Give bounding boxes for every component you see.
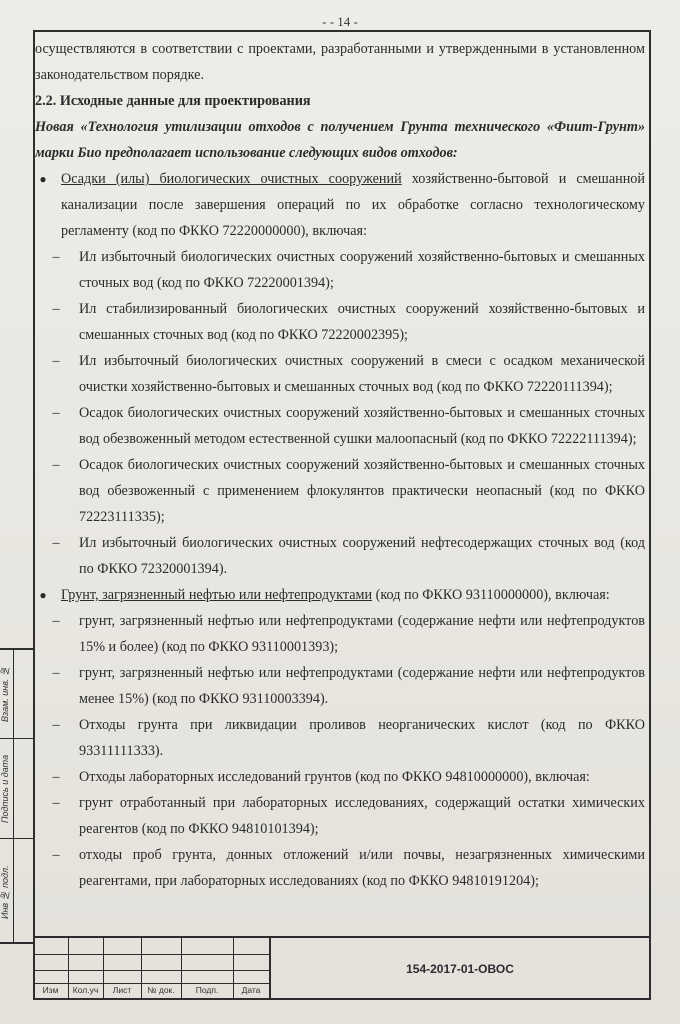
list-item-text: Ил избыточный биологических очистных сооружений в смеси с осадком механической очистки хозяйственно-бытовых и смешанных сточных вод (код по ФККО 72220111394); (79, 353, 645, 395)
dash-marker: – (52, 847, 60, 863)
dash-marker: – (52, 613, 60, 629)
column-header-sheet: Лист (112, 985, 132, 995)
dash-marker: – (52, 405, 60, 421)
side-label-signature-date: Подпись и дата (0, 754, 10, 824)
side-stamp-divider (0, 838, 33, 839)
side-label-inv-original: Инв № подл. (0, 865, 10, 919)
title-block-row (33, 954, 269, 955)
list-item (35, 608, 645, 660)
dash-marker: – (52, 665, 60, 681)
list-item-text: Осадок биологических очистных сооружений хозяйственно-бытовых и смешанных сточных вод обезвоженный методом естественной сушки малоопасный (код по ФККО 72222111394); (79, 405, 645, 447)
list-item (35, 764, 645, 790)
title-block-row (33, 983, 269, 984)
page-number: - - 14 - (322, 14, 358, 29)
list-item-text: Осадок биологических очистных сооружений хозяйственно-бытовых и смешанных сточных вод обезвоженный с применением флокулянтов практически неопасный (код по ФККО 72223111335); (79, 457, 645, 525)
intro-paragraph: Новая «Технология утилизации отходов с получением Грунта технического «Фиит-Грунт» марки Био предполагает использование следующих видов отходов: (35, 119, 645, 161)
column-header-doc-no: № док. (147, 985, 175, 995)
bullet-text: (код по ФККО 93110000000), включая: (372, 587, 610, 603)
dash-marker: – (52, 301, 60, 317)
list-item-text: Отходы лабораторных исследований грунтов (код по ФККО 94810000000), включая: (79, 769, 590, 785)
list-item-text: Ил избыточный биологических очистных сооружений нефтесодержащих сточных вод (код по ФККО 72320001394). (79, 535, 645, 577)
dash-marker: – (52, 769, 60, 785)
list-item (35, 790, 645, 842)
column-header-change: Изм (42, 985, 59, 995)
list-item-text: грунт, загрязненный нефтью или нефтепродуктами (содержание нефти или нефтепродуктов 15% и более) (код по ФККО 93110001393); (79, 613, 645, 655)
list-item-text: грунт, загрязненный нефтью или нефтепродуктами (содержание нефти или нефтепродуктов менее 15%) (код по ФККО 93110003394). (79, 665, 645, 707)
column-header-signature: Подп. (195, 985, 219, 995)
list-item-text: Ил избыточный биологических очистных сооружений хозяйственно-бытовых и смешанных сточных вод (код по ФККО 72220001394); (79, 249, 645, 291)
list-item (35, 400, 645, 452)
list-item (35, 296, 645, 348)
bullet-text: хозяйственно-бытовой и смешанной канализации после завершения операций по их обработке согласно технологическому регламенту (код по ФККО 72220000000), включая: (61, 171, 645, 239)
list-item-bullet (35, 582, 645, 608)
list-item-text: отходы проб грунта, донных отложений и/или почвы, незагрязненных химическими реагентами, при лабораторных исследованиях (код по ФККО 94810191204); (79, 847, 645, 889)
list-item-text: грунт отработанный при лабораторных исследованиях, содержащий остатки химических реагентов (код по ФККО 94810101394); (79, 795, 645, 837)
list-item (35, 452, 645, 530)
title-block (33, 936, 651, 1000)
bullet-underlined-term: Грунт, загрязненный нефтью или нефтепродуктами (61, 587, 373, 603)
side-stamp-divider (0, 738, 33, 739)
section-heading: 2.2. Исходные данные для проектирования (35, 93, 311, 109)
list-item-text: Ил стабилизированный биологических очистных сооружений хозяйственно-бытовых и смешанных сточных вод (код по ФККО 72220002395); (79, 301, 645, 343)
title-block-row (33, 970, 269, 971)
column-header-count: Кол.уч (72, 985, 99, 995)
bullet-underlined-term: Осадки (илы) биологических очистных сооружений (61, 171, 402, 187)
document-body (35, 36, 645, 894)
dash-marker: – (52, 795, 60, 811)
list-item (35, 244, 645, 296)
dash-marker: – (52, 457, 60, 473)
dash-marker: – (52, 353, 60, 369)
paragraph-continued: осуществляются в соответствии с проектами, разработанными и утвержденными в установленном законодательством порядке. (35, 41, 645, 83)
list-item-text: Отходы грунта при ликвидации проливов неорганических кислот (код по ФККО 93311111333). (79, 717, 645, 759)
list-item (35, 712, 645, 764)
bullet-icon: ● (39, 588, 47, 602)
document-code: 154-2017-01-ОВОС (406, 962, 514, 976)
side-label-replace-inv: Взам. инв. № (0, 666, 10, 722)
bullet-icon: ● (39, 172, 47, 186)
list-item (35, 348, 645, 400)
list-item (35, 660, 645, 712)
dash-marker: – (52, 535, 60, 551)
dash-marker: – (52, 249, 60, 265)
list-item (35, 530, 645, 582)
list-item-bullet (35, 166, 645, 244)
side-stamp (0, 648, 33, 944)
dash-marker: – (52, 717, 60, 733)
column-header-date: Дата (241, 985, 261, 995)
list-item (35, 842, 645, 894)
title-block-grid (33, 938, 271, 1000)
